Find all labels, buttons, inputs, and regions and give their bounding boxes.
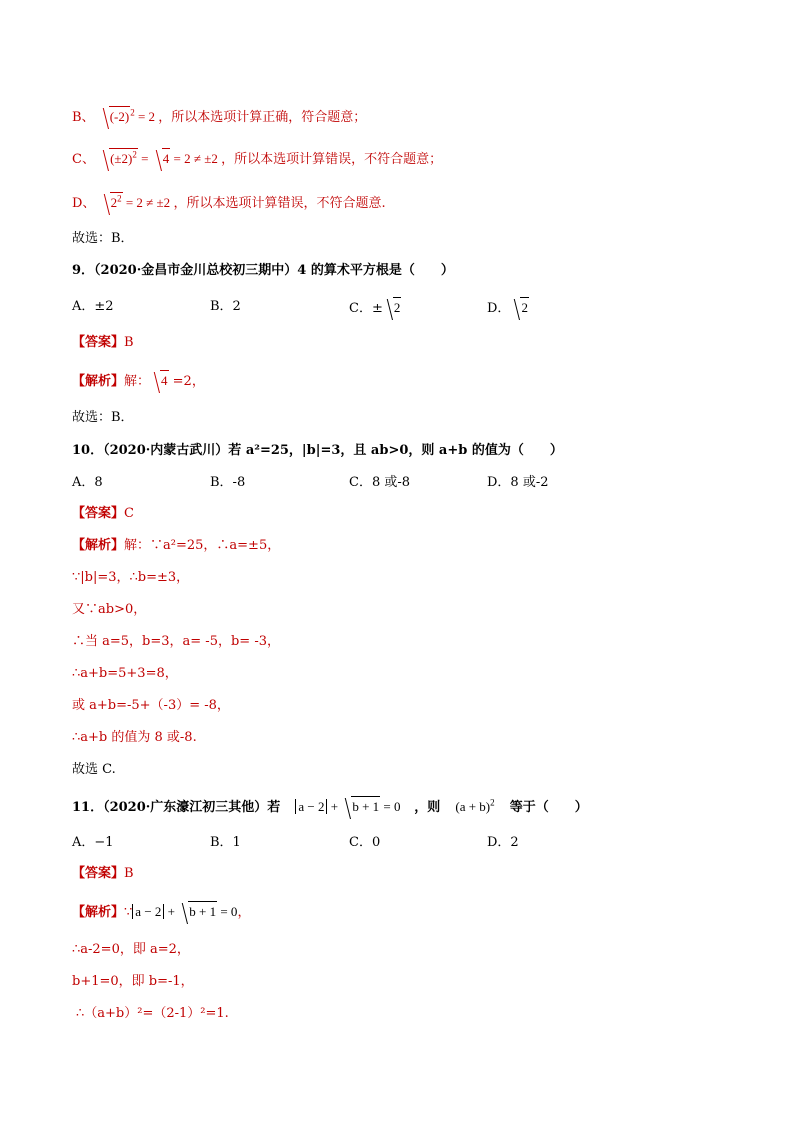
q9-answer: 【答案】B [72, 335, 134, 350]
q11-answer: 【答案】B [72, 866, 134, 881]
q10-analysis-step-5: ∴a+b=5+3=8， [72, 666, 178, 681]
q10-option-c: C．8 或-8 [349, 475, 411, 490]
q11-analysis-step-3: ∴（a+b）²=（2-1）²=1. [76, 1006, 229, 1021]
q11-option-d: D．2 [487, 835, 519, 850]
q8-c-math: $(\pm 2)^2 = 4 = 2 \ne \pm 2$ [99, 151, 221, 166]
q11-analysis-math: a − 2 + b + 1 = 0 [132, 904, 237, 919]
q11-stem: 11．（2020·广东濠江初三其他）若 a − 2 + b + 1 = 0 ，则 $(a + b)^2$ 等于（ ） [72, 797, 588, 815]
q11-analysis-step-1: ∴a-2=0，即 a=2， [72, 942, 190, 957]
q11-analysis-step-2: b+1=0，即 b=-1， [72, 974, 194, 989]
q10-conclusion: 故选 C. [72, 762, 116, 777]
q8-option-c-analysis: C、 $(\pm 2)^2 = 4 = 2 \ne \pm 2$ ，所以本选项计算错误，不符合题意； [72, 149, 443, 167]
q11-option-a: A．−1 [72, 835, 114, 850]
q10-option-d: D．8 或-2 [487, 475, 549, 490]
q11-stem-math2: $(a + b)^2$ [455, 797, 495, 814]
q8-d-math: $2^2 = 2 \ne \pm 2$ [100, 195, 174, 210]
q9-analysis: 【解析】解： 4 =2， [72, 370, 205, 392]
q10-analysis-step-7: ∴a+b 的值为 8 或-8. [72, 730, 197, 745]
q10-analysis-step-2: ∵|b|=3，∴b=±3， [72, 570, 190, 585]
q11-analysis: 【解析】∵ a − 2 + b + 1 = 0， [72, 901, 250, 923]
q10-analysis-step-3: 又∵ab>0， [72, 602, 147, 617]
q9-option-a: A．±2 [72, 299, 114, 314]
q11-option-c: C．0 [349, 835, 381, 850]
q10-analysis-step-4: ∴当 a=5，b=3，a= -5，b= -3， [72, 634, 280, 649]
q10-analysis-step-6: 或 a+b=-5+（-3）= -8， [72, 698, 230, 713]
q11-stem-math: a − 2 + b + 1 = 0 [295, 799, 403, 814]
q8-option-d-analysis: D、 $2^2 = 2 \ne \pm 2$ ，所以本选项计算错误，不符合题意. [72, 193, 386, 211]
q10-stem: 10．（2020·内蒙古武川）若 a²=25，|b|=3，且 ab>0，则 a+b 的值为（ ） [72, 443, 563, 458]
q8-conclusion: 故选：B． [72, 231, 134, 246]
q9-option-b: B．2 [210, 299, 241, 314]
q9-option-d: D． 2 [487, 297, 529, 319]
q10-answer: 【答案】C [72, 506, 134, 521]
q9-conclusion: 故选：B． [72, 410, 134, 425]
q9-option-c: C．± 2 [349, 297, 401, 319]
q10-option-a: A．8 [72, 475, 103, 490]
q11-option-b: B．1 [210, 835, 241, 850]
q8-option-b-analysis: B、 $(-2)^2 = 2$ ，所以本选项计算正确，符合题意； [72, 107, 367, 125]
q10-analysis-step-1: 【解析】解：∵a²=25，∴a=±5， [72, 538, 281, 553]
q8-b-math: $(-2)^2 = 2$ [99, 109, 159, 124]
q9-stem: 9．（2020·金昌市金川总校初三期中）4 的算术平方根是（ ） [72, 263, 454, 278]
q10-option-b: B．-8 [210, 475, 246, 490]
